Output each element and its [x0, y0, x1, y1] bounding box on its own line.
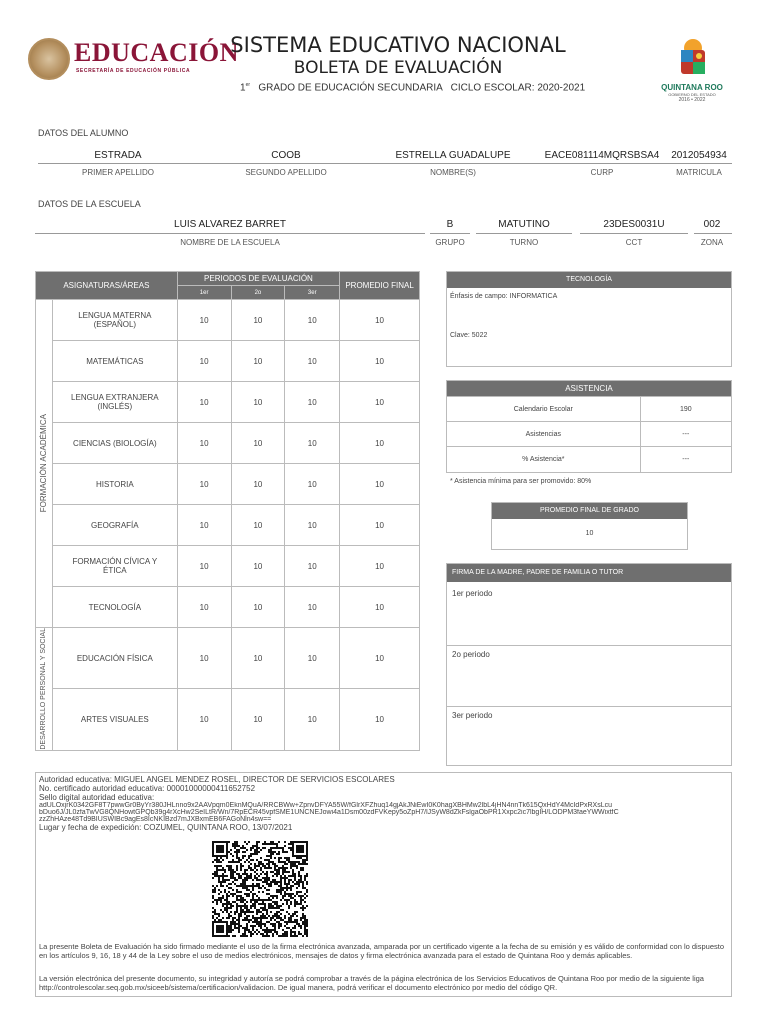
label-matricula: MATRICULA	[676, 168, 722, 177]
student-apellido2: COOB	[271, 150, 301, 161]
cycle-text: CICLO ESCOLAR: 2020-2021	[450, 82, 586, 94]
sep-logo-subtext: SECRETARÍA DE EDUCACIÓN PÚBLICA	[76, 68, 191, 74]
label-cct: CCT	[625, 238, 643, 247]
tech-box	[446, 271, 732, 367]
grade-p3: 10	[285, 587, 340, 628]
grade-p3: 10	[285, 464, 340, 505]
attendance-row	[447, 397, 731, 422]
state-emblem	[675, 36, 711, 80]
label-grupo: GRUPO	[435, 238, 465, 247]
state-name: QUINTANA ROO	[661, 83, 723, 92]
student-nombres: ESTRELLA GUADALUPE	[395, 150, 511, 161]
grade-p1: 10	[177, 423, 231, 464]
school-line-cct	[580, 233, 688, 234]
grade-row	[36, 300, 420, 341]
grade-final: 10	[340, 546, 420, 587]
group-label: DESARROLLO PERSONAL Y SOCIAL	[40, 628, 48, 750]
tech-header: TECNOLOGÍA	[447, 272, 731, 288]
label-nombres: NOMBRE(S)	[430, 168, 476, 177]
grade-number: 1	[240, 82, 246, 94]
label-apellido2: SEGUNDO APELLIDO	[245, 168, 327, 177]
tech-clave: Clave: 5022	[450, 332, 488, 339]
header-final: PROMEDIO FINAL	[340, 272, 420, 300]
footer-place-date: Lugar y fecha de expedición: COZUMEL, QUINTANA ROO, 13/07/2021	[39, 823, 293, 832]
student-matricula: 2012054934	[671, 150, 727, 161]
final-average-header: PROMEDIO FINAL DE GRADO	[492, 503, 687, 519]
grade-p3: 10	[285, 423, 340, 464]
label-turno: TURNO	[509, 238, 539, 247]
grade-p3: 10	[285, 546, 340, 587]
student-curp: EACE081114MQRSBSA4	[544, 150, 660, 161]
school-name: LUIS ALVAREZ BARRET	[174, 219, 286, 230]
final-average-value: 10	[585, 530, 594, 537]
student-line	[38, 163, 732, 164]
grade-p2: 10	[231, 382, 285, 423]
grade-final: 10	[340, 423, 420, 464]
grade-p2: 10	[231, 587, 285, 628]
grade-final: 10	[340, 587, 420, 628]
label-curp: CURP	[590, 168, 614, 177]
state-subtext: GOBIERNO DEL ESTADO	[668, 92, 716, 97]
tech-enfasis: Énfasis de campo: INFORMATICA	[450, 293, 558, 300]
attendance-row	[447, 422, 731, 447]
subject-name: CIENCIAS (BIOLOGÍA)	[52, 423, 177, 464]
school-line-grupo	[430, 233, 470, 234]
header-period-2: 2o	[231, 286, 285, 300]
school-cct: 23DES0031U	[603, 219, 665, 230]
signature-period-1: 1er periodo	[452, 589, 493, 598]
subject-name: FORMACIÓN CÍVICA Y ÉTICA	[52, 546, 177, 587]
grade-p2: 10	[231, 464, 285, 505]
grade-p3: 10	[285, 689, 340, 750]
grade-p2: 10	[231, 628, 285, 689]
footer-cert: No. certificado autoridad educativa: 00001000000411652752	[39, 784, 256, 793]
attendance-value: 190	[640, 397, 731, 422]
final-average-box	[491, 502, 688, 550]
attendance-label: Asistencias	[447, 422, 640, 447]
grade-final: 10	[340, 341, 420, 382]
document-title: SISTEMA EDUCATIVO NACIONAL	[230, 33, 566, 57]
subject-name: GEOGRAFÍA	[52, 505, 177, 546]
grade-row	[36, 628, 420, 689]
grade-p1: 10	[177, 382, 231, 423]
school-line-name	[35, 233, 425, 234]
grade-p1: 10	[177, 464, 231, 505]
signature-divider-1	[447, 645, 731, 646]
grade-text: GRADO DE EDUCACIÓN SECUNDARIA	[258, 82, 443, 94]
grade-final: 10	[340, 628, 420, 689]
attendance-box	[446, 380, 732, 473]
attendance-row	[447, 447, 731, 472]
label-zona: ZONA	[700, 238, 724, 247]
school-section-label: DATOS DE LA ESCUELA	[38, 199, 141, 209]
grade-row	[36, 423, 420, 464]
grade-p1: 10	[177, 505, 231, 546]
state-years: 2016 • 2022	[678, 97, 706, 103]
sep-logo	[28, 38, 70, 80]
grade-row	[36, 587, 420, 628]
grade-p1: 10	[177, 587, 231, 628]
label-school-name: NOMBRE DE LA ESCUELA	[180, 238, 280, 247]
grade-final: 10	[340, 505, 420, 546]
attendance-value: ---	[640, 447, 731, 472]
grade-final: 10	[340, 300, 420, 341]
grade-p2: 10	[231, 300, 285, 341]
qr-code[interactable]	[212, 841, 308, 937]
header-subjects: ASIGNATURAS/ÁREAS	[36, 272, 178, 300]
signature-period-3: 3er periodo	[452, 711, 493, 720]
grades-table	[35, 271, 420, 751]
grade-line	[240, 82, 620, 93]
grade-p3: 10	[285, 300, 340, 341]
signature-divider-2	[447, 706, 731, 707]
student-apellido1: ESTRADA	[94, 150, 142, 161]
grade-p2: 10	[231, 505, 285, 546]
attendance-label: % Asistencia*	[447, 447, 640, 472]
label-apellido1: PRIMER APELLIDO	[81, 168, 155, 177]
group-formacion-academica	[36, 300, 53, 628]
grade-p3: 10	[285, 505, 340, 546]
header-periods: PERIODOS DE EVALUACIÓN	[177, 272, 339, 286]
attendance-value: ---	[640, 422, 731, 447]
grade-row	[36, 505, 420, 546]
grade-final: 10	[340, 464, 420, 505]
footer-authority: Autoridad educativa: MIGUEL ANGEL MENDEZ ROSEL, DIRECTOR DE SERVICIOS ESCOLARES	[39, 775, 395, 784]
school-grupo: B	[446, 219, 454, 230]
footer-box	[35, 772, 732, 997]
grade-p2: 10	[231, 423, 285, 464]
grade-p1: 10	[177, 628, 231, 689]
subject-name: LENGUA EXTRANJERA (INGLÉS)	[52, 382, 177, 423]
grade-suffix: er	[245, 82, 251, 88]
subject-name: TECNOLOGÍA	[52, 587, 177, 628]
grade-p2: 10	[231, 546, 285, 587]
grade-p1: 10	[177, 300, 231, 341]
grade-final: 10	[340, 689, 420, 750]
grade-row	[36, 464, 420, 505]
footer-seal-1: adULOxjrK0342GF8T7pwwGr0ByYr380JHLnno9x2AAVpqm0EknMQuA/RRCBWw+ZpnvDFYA55W/fGlrXFZhuq14gjAkJNiEwI0K0hagXBHMw2lbL4jHN4nnTk615QxHdY4McIdPxRXsLcu	[39, 802, 613, 809]
sep-logo-text: EDUCACIÓN	[74, 38, 239, 67]
signature-period-2: 2o periodo	[452, 650, 490, 659]
grade-p1: 10	[177, 689, 231, 750]
group-desarrollo-personal	[36, 628, 53, 751]
grade-p1: 10	[177, 341, 231, 382]
signature-box	[446, 563, 732, 766]
grade-p3: 10	[285, 628, 340, 689]
subject-name: ARTES VISUALES	[52, 689, 177, 750]
grade-row	[36, 341, 420, 382]
subject-name: MATEMÁTICAS	[52, 341, 177, 382]
grade-p3: 10	[285, 382, 340, 423]
footer-legal-2: La versión electrónica del presente documento, su integridad y autoría se podrá comprobar a través de la página electrónica de los Servicios Educativos de Quintana Roo por medio de la siguiente liga http://controlescolar.seq.gob.mx/siceeb/sistema/certificacion/validacion. De igual manera, podrá verificar el documento electrónico por medio del código QR.	[39, 974, 704, 992]
subject-name: HISTORIA	[52, 464, 177, 505]
grade-final: 10	[340, 382, 420, 423]
student-section-label: DATOS DEL ALUMNO	[38, 128, 129, 138]
document-subtitle: BOLETA DE EVALUACIÓN	[293, 58, 503, 78]
grade-row	[36, 546, 420, 587]
grade-row	[36, 689, 420, 750]
attendance-header: ASISTENCIA	[447, 381, 731, 396]
school-turno: MATUTINO	[498, 219, 550, 230]
header-period-1: 1er	[177, 286, 231, 300]
grade-row	[36, 382, 420, 423]
attendance-table	[447, 396, 731, 472]
grade-p2: 10	[231, 341, 285, 382]
subject-name: LENGUA MATERNA (ESPAÑOL)	[52, 300, 177, 341]
group-label: FORMACIÓN ACADÉMICA	[39, 414, 49, 513]
footer-seal-2: bDuo6J/JL0zfaTwVG8QNHowtGPQb39g4rXcHw2SeILtR/Wn/7RpECR45vpfSME1UNCNEJowi4a1Dsm00zdFVKepy5oZpH7/lJSyW8dZkFslgaObPR1Xxpc2ic7lbgIH/LODPM3faeYWWixtfC	[39, 809, 619, 816]
school-zona: 002	[703, 219, 721, 230]
header-period-3: 3er	[285, 286, 340, 300]
grade-p1: 10	[177, 546, 231, 587]
attendance-label: Calendario Escolar	[447, 397, 640, 422]
attendance-note: * Asistencia mínima para ser promovido: 80%	[450, 478, 592, 485]
subject-name: EDUCACIÓN FÍSICA	[52, 628, 177, 689]
footer-seal-label: Sello digital autoridad educativa:	[39, 793, 155, 802]
grade-p3: 10	[285, 341, 340, 382]
signature-header: FIRMA DE LA MADRE, PADRE DE FAMILIA O TUTOR	[447, 564, 731, 582]
school-line-zona	[694, 233, 732, 234]
footer-legal-1: La presente Boleta de Evaluación ha sido firmado mediante el uso de la firma electrónica avanzada, amparada por un certificado vigente a la fecha de su emisión y es válido de conformidad con lo dispuesto en los artículos 9, 16, 18 y 44 de la Ley sobre el uso de medios electrónicos, mensajes de datos y firma electrónica avanzada para el estado de Quintana Roo y demás aplicables.	[39, 942, 724, 960]
school-line-turno	[476, 233, 572, 234]
grade-p2: 10	[231, 689, 285, 750]
footer-seal-3: zzZhHAze48Td9BIUSWIBc9agEs8IcNKIBzd7mJXBxmEB6FAGoNln4sw==	[39, 816, 272, 823]
